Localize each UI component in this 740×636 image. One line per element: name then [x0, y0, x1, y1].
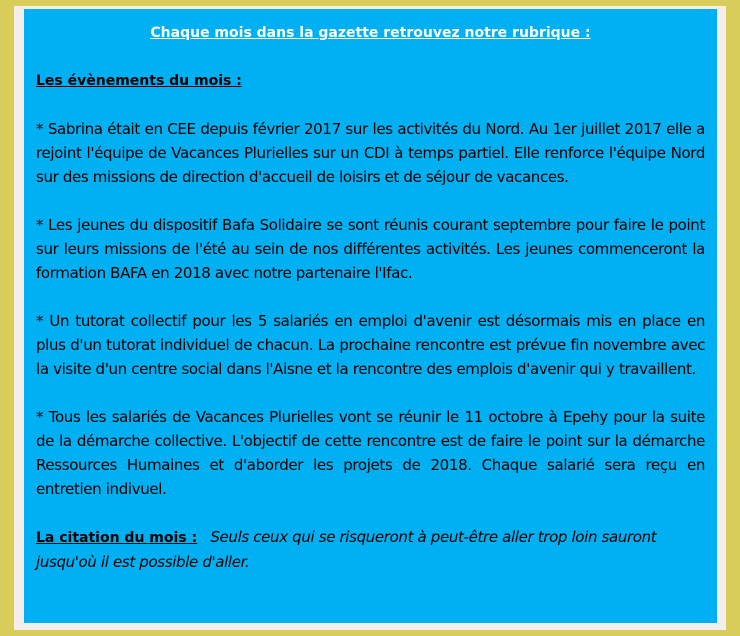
event-paragraph-4: * Tous les salariés de Vacances Plurielles vont se réunir le 11 octobre à Epehy pour la suite de la démarche collective. L'objectif de cette rencontre est de faire le point sur la démarche Ressources Humaines et d'aborder les projets de 2018. Chaque salarié sera reçu en entretien indivuel. — [36, 408, 705, 498]
event-paragraph-1: * Sabrina était en CEE depuis février 2017 sur les activités du Nord. Au 1er juillet 2017 elle a rejoint l'équipe de Vacances Plurielles sur un CDI à temps partiel. Elle renforce l'équipe Nord sur des missions de direction d'accueil de loisirs et de séjour de vacances. — [36, 120, 705, 186]
event-paragraph-2: * Les jeunes du dispositif Bafa Solidaire se sont réunis courant septembre pour faire le point sur leurs missions de l'été au sein de nos différentes activités. Les jeunes commenceront la formation BAFA en 2018 avec notre partenaire l'Ifac. — [36, 216, 705, 282]
quote-label: La citation du mois : — [36, 530, 198, 546]
quote-text: Seuls ceux qui se risqueront à peut-être aller trop loin sauront jusqu'où il est possible d'aller. — [36, 528, 657, 571]
quote-spacer — [202, 528, 206, 546]
rubric-banner: Chaque mois dans la gazette retrouvez notre rubrique : — [150, 25, 591, 41]
events-title: Les évènements du mois : — [36, 73, 242, 89]
quote-of-month — [36, 525, 705, 574]
gazette-panel — [14, 6, 726, 630]
gazette-content — [24, 9, 717, 623]
event-paragraph-3: * Un tutorat collectif pour les 5 salariés en emploi d'avenir est désormais mis en place en plus d'un tutorat individuel de chacun. La prochaine rencontre est prévue fin novembre avec la visite d'un centre social dans l'Aisne et la rencontre des emplois d'avenir qui y travaillent. — [36, 312, 705, 378]
